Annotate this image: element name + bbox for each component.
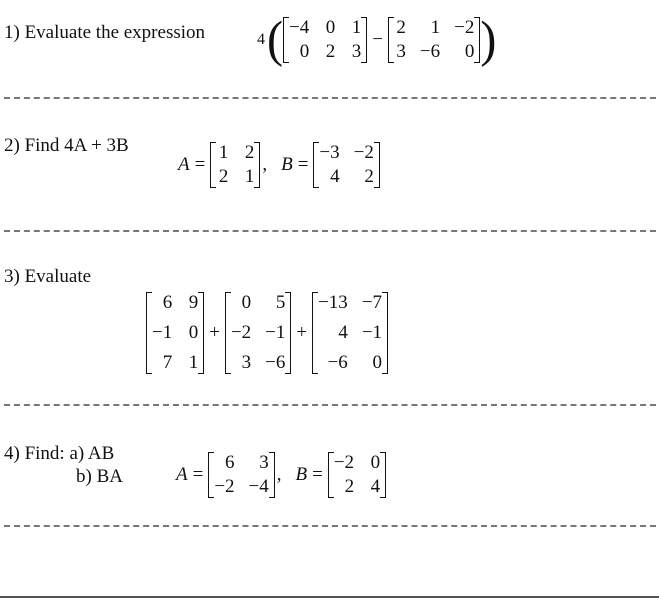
matrix-cell: 1 (218, 142, 229, 163)
matrix-cell: 7 (162, 352, 173, 373)
plus-sign: + (296, 322, 308, 343)
matrix-q3-2 (225, 292, 291, 374)
comma: , (262, 154, 268, 175)
matrix-cell: 4 (330, 166, 340, 187)
matrix-cell: 9 (188, 292, 199, 313)
matrix-q3-1 (146, 292, 204, 374)
matrix-cell: −2 (214, 476, 235, 497)
matrix-cell: 2 (244, 142, 255, 163)
matrix-cell: 4 (370, 476, 381, 497)
question-3-expression (146, 292, 388, 374)
matrix-cell: 2 (218, 166, 229, 187)
matrix-cell: −6 (419, 41, 441, 62)
close-paren: ) (480, 11, 497, 68)
matrix-cell: 6 (225, 452, 235, 473)
equals-sign: = (194, 154, 206, 175)
matrix-cell: 3 (396, 41, 406, 62)
matrix-b-name: B (295, 464, 308, 485)
question-4-label-a: 4) Find: a) AB (4, 443, 115, 464)
matrix-cell: −3 (319, 142, 340, 163)
matrix-cell: −2 (333, 452, 355, 473)
question-4-label-b: b) BA (76, 466, 123, 487)
matrix-cell: −1 (152, 322, 173, 343)
matrix-cell: −13 (318, 292, 348, 313)
question-1-label: 1) Evaluate the expression (4, 22, 206, 43)
matrix-cell: 3 (351, 41, 362, 62)
plus-sign: + (209, 322, 220, 343)
matrix-cell: 2 (344, 476, 355, 497)
matrix-cell: −4 (288, 17, 310, 38)
matrix-cell: 4 (338, 322, 348, 343)
question-2-expression (178, 142, 380, 188)
matrix-cell: 3 (241, 352, 252, 373)
matrix-a-name: A (176, 464, 188, 485)
matrix-cell: 0 (325, 17, 336, 38)
matrix-cell: 3 (259, 452, 269, 473)
matrix-cell: 1 (351, 17, 362, 38)
matrix-cell: −2 (353, 142, 374, 163)
matrix-q1-2 (388, 17, 480, 63)
section-divider (4, 404, 656, 406)
matrix-cell: 0 (372, 352, 383, 373)
matrix-cell: 5 (275, 292, 286, 313)
matrix-a (208, 452, 274, 498)
question-2-label: 2) Find 4A + 3B (4, 135, 129, 156)
matrix-cell: −6 (265, 352, 286, 373)
question-1-expression (257, 11, 497, 68)
matrix-cell: −1 (265, 322, 286, 343)
equals-sign: = (297, 154, 309, 175)
matrix-b-name: B (281, 154, 293, 175)
matrix-q1-1 (283, 17, 367, 63)
minus-sign: − (372, 29, 383, 50)
matrix-cell: 6 (162, 292, 173, 313)
matrix-cell: 2 (396, 17, 406, 38)
matrix-cell: 0 (299, 41, 310, 62)
matrix-b (328, 452, 386, 498)
page-bottom-rule (0, 596, 659, 598)
matrix-cell: −2 (454, 17, 475, 38)
section-divider (4, 230, 656, 232)
matrix-a-name: A (178, 154, 190, 175)
matrix-cell: 1 (430, 17, 441, 38)
matrix-cell: 0 (370, 452, 381, 473)
matrix-cell: 2 (364, 166, 374, 187)
matrix-cell: −2 (230, 322, 252, 343)
matrix-b (313, 142, 379, 188)
equals-sign: = (312, 464, 323, 485)
section-divider (4, 525, 656, 527)
equals-sign: = (192, 464, 204, 485)
scalar: 4 (257, 31, 265, 48)
section-divider (4, 97, 656, 99)
question-4-expression (176, 452, 386, 498)
matrix-cell: −7 (361, 292, 383, 313)
matrix-cell: −1 (361, 322, 383, 343)
matrix-a (210, 142, 260, 188)
matrix-cell: 0 (464, 41, 475, 62)
matrix-cell: −6 (327, 352, 348, 373)
matrix-cell: 1 (188, 352, 199, 373)
matrix-q3-3 (312, 292, 388, 374)
matrix-cell: −4 (248, 476, 269, 497)
matrix-cell: 1 (244, 166, 255, 187)
question-3-label: 3) Evaluate (4, 266, 92, 287)
open-paren: ( (267, 11, 283, 68)
matrix-cell: 2 (325, 41, 336, 62)
comma: , (276, 464, 282, 485)
matrix-cell: 0 (241, 292, 252, 313)
matrix-cell: 0 (188, 322, 199, 343)
